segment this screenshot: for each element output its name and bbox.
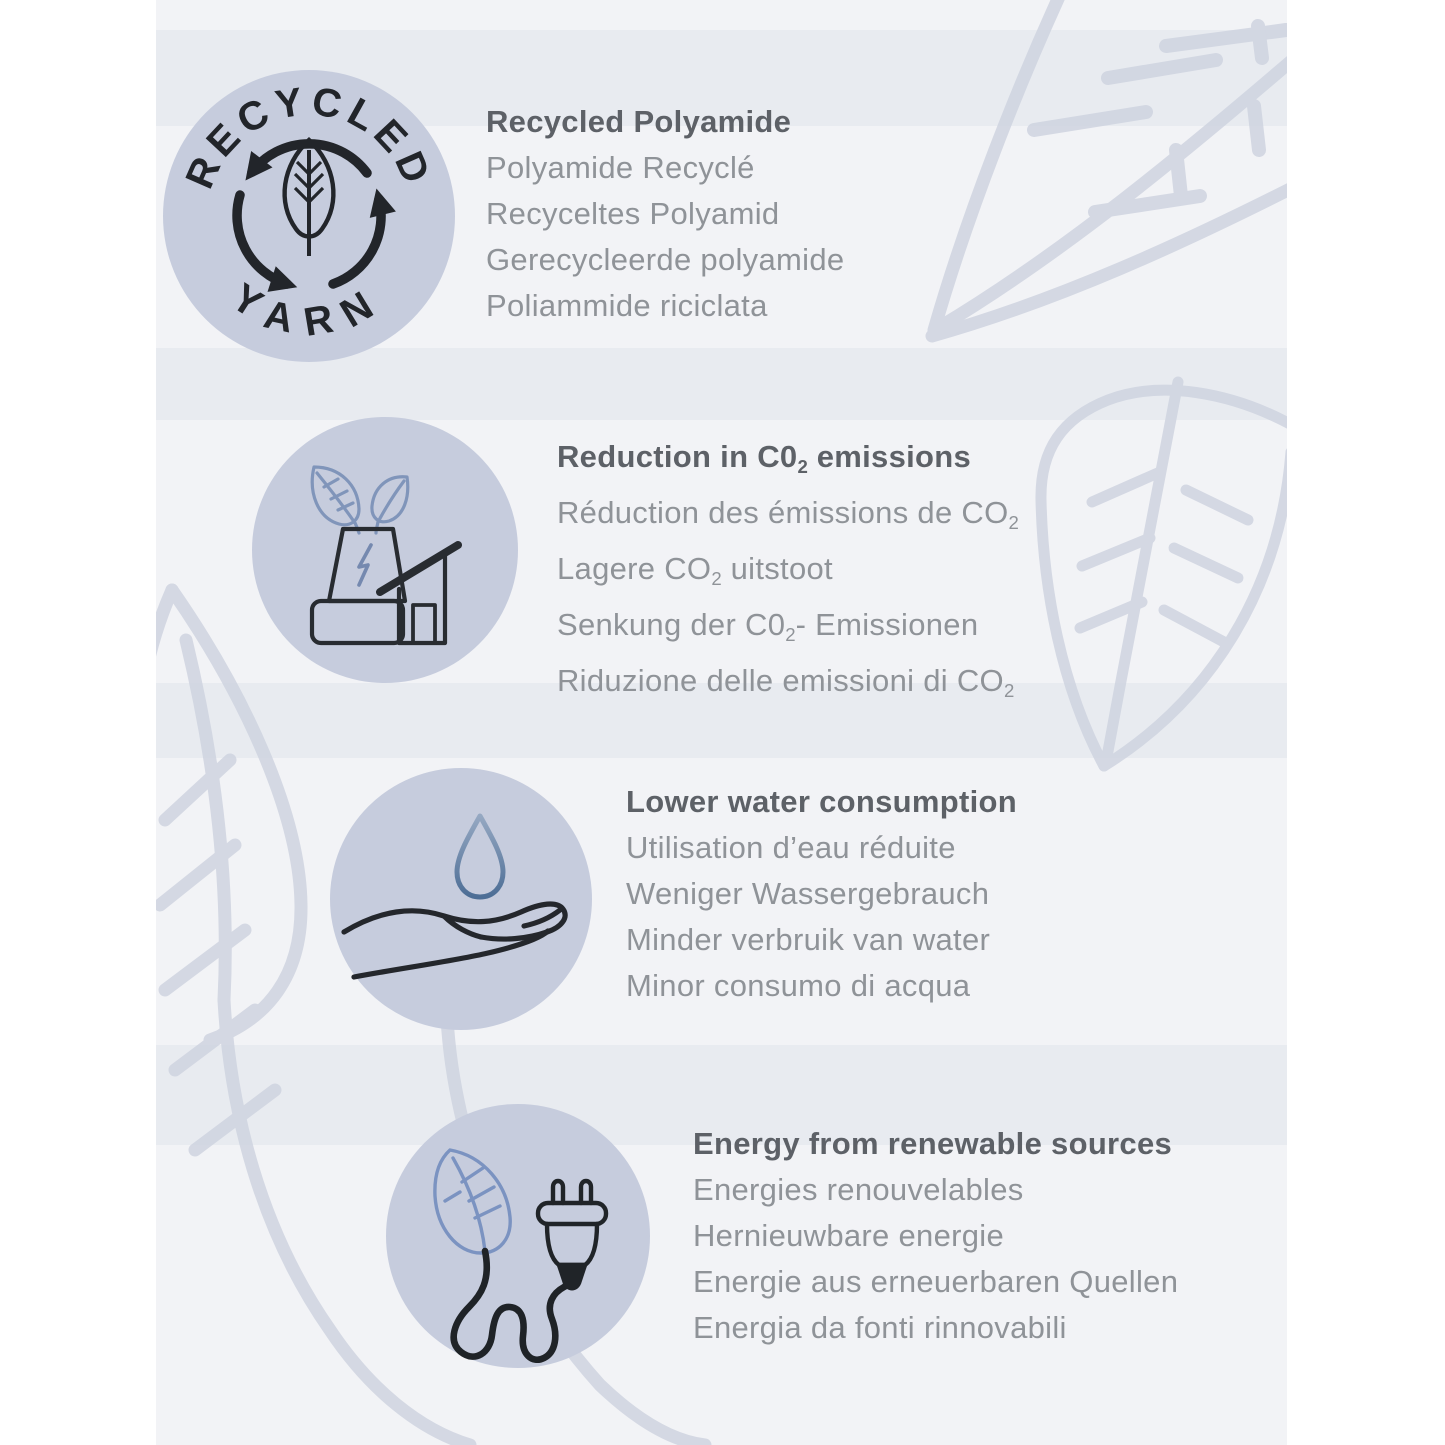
section-line-it: Minor consumo di acqua xyxy=(626,968,971,1003)
icon-circle xyxy=(330,768,592,1030)
section-heading: Reduction in C02 emissions xyxy=(557,439,972,477)
section-renewable-energy xyxy=(693,1121,1178,1351)
section-line-fr: Energies renouvelables xyxy=(693,1172,1024,1207)
content-panel xyxy=(156,0,1287,1445)
section-line-it: Energia da fonti rinnovabili xyxy=(693,1310,1067,1345)
section-line-it: Riduzione delle emissioni di CO2 xyxy=(557,662,1015,701)
section-line-fr: Polyamide Recyclé xyxy=(486,150,755,185)
section-line-it: Poliammide riciclata xyxy=(486,288,768,323)
section-line-nl: Lagere CO2 uitstoot xyxy=(557,550,833,589)
badge-arc-bottom-text: YARN xyxy=(223,275,395,346)
section-line-nl: Minder verbruik van water xyxy=(626,922,991,957)
section-co2-reduction xyxy=(557,434,1019,714)
icon-circle xyxy=(386,1104,650,1368)
section-line-nl: Gerecycleerde polyamide xyxy=(486,242,845,277)
section-line-de: Energie aus erneuerbaren Quellen xyxy=(693,1264,1179,1299)
eco-factory-icon xyxy=(252,417,518,683)
section-line-de: Weniger Wassergebrauch xyxy=(626,876,990,911)
section-water-consumption xyxy=(626,779,1017,1009)
recycled-yarn-badge xyxy=(163,70,455,362)
section-heading: Lower water consumption xyxy=(626,784,1017,819)
section-line-de: Senkung der C02- Emissionen xyxy=(557,606,979,645)
leaf-plug-icon xyxy=(386,1104,650,1368)
section-line-nl: Hernieuwbare energie xyxy=(693,1218,1005,1253)
section-heading: Energy from renewable sources xyxy=(693,1126,1173,1161)
section-recycled-polyamide xyxy=(486,99,844,329)
section-heading: Recycled Polyamide xyxy=(486,104,792,139)
section-line-fr: Utilisation d’eau réduite xyxy=(626,830,956,865)
hand-water-drop-icon xyxy=(330,768,592,1030)
section-line-fr: Réduction des émissions de CO2 xyxy=(557,494,1019,533)
badge-arc-top-text: RECYCLED xyxy=(177,79,441,195)
section-line-de: Recyceltes Polyamid xyxy=(486,196,780,231)
